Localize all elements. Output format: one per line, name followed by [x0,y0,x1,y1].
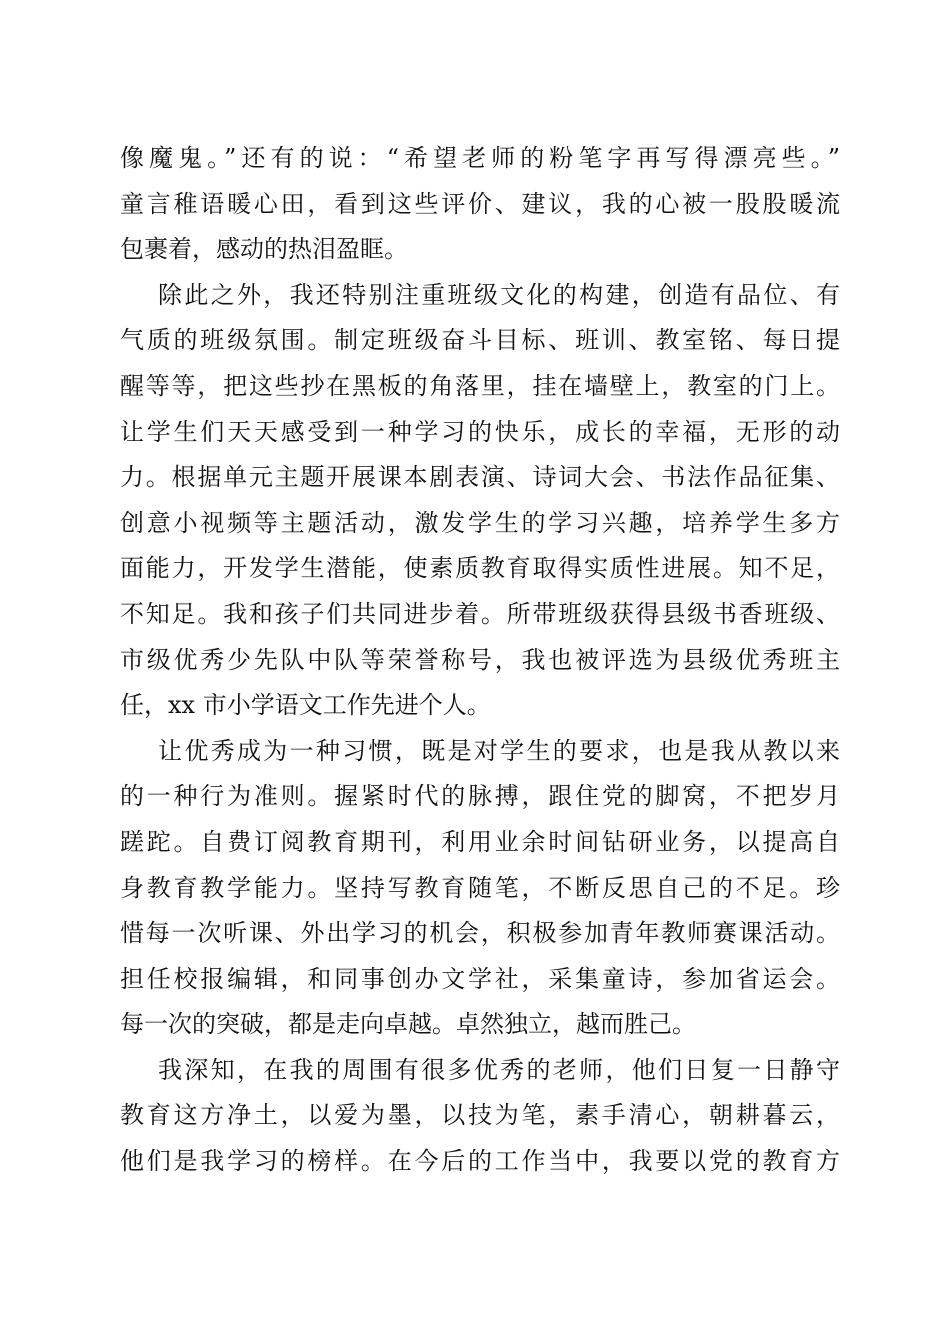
text-line: 醒等等，把这些抄在黑板的角落里，挂在墙壁上，教室的门上。 [120,371,840,400]
text-line: 除此之外，我还特别注重班级文化的构建，创造有品位、有 [158,280,840,309]
paragraph-4 [120,1048,840,1185]
text-line: 童言稚语暖心田，看到这些评价、建议，我的心被一股股暖流 [120,189,840,218]
text-line: 任，xx 市小学语文工作先进个人。 [120,691,491,720]
text-line: 蹉跎。自费订阅教育期刊，利用业余时间钻研业务，以提高自 [120,827,840,856]
text-line: 面能力，开发学生潜能，使素质教育取得实质性进展。知不足， [120,554,840,583]
text-line: 力。根据单元主题开展课本剧表演、诗词大会、书法作品征集、 [120,463,840,492]
paragraph-3 [120,729,840,1048]
text-line: 的一种行为准则。握紧时代的脉搏，跟住党的脚窝，不把岁月 [120,782,840,811]
text-line: 气质的班级氛围。制定班级奋斗目标、班训、教室铭、每日提 [120,326,840,355]
text-line: 包裹着，感动的热泪盈眶。 [120,235,408,264]
text-line: 像魔鬼。”还有的说：“希望老师的粉笔字再写得漂亮些。” [120,144,840,172]
text-line: 我深知，在我的周围有很多优秀的老师，他们日复一日静守 [158,1055,840,1084]
paragraph-1 [120,136,840,273]
text-line: 不知足。我和孩子们共同进步着。所带班级获得县级书香班级、 [120,599,840,628]
text-line: 让优秀成为一种习惯，既是对学生的要求，也是我从教以来 [158,736,840,765]
text-line: 担任校报编辑，和同事创办文学社，采集童诗，参加省运会。 [120,964,840,993]
text-line: 让学生们天天感受到一种学习的快乐，成长的幸福，无形的动 [120,417,840,446]
text-line: 惜每一次听课、外出学习的机会，积极参加青年教师赛课活动。 [120,919,840,948]
text-line: 每一次的突破，都是走向卓越。卓然独立，越而胜己。 [120,1010,696,1039]
body-text [120,136,840,1185]
paragraph-2 [120,273,840,729]
text-line: 教育这方净土，以爱为墨，以技为笔，素手清心，朝耕暮云， [120,1101,840,1130]
text-line: 市级优秀少先队中队等荣誉称号，我也被评选为县级优秀班主 [120,645,840,674]
text-line: 创意小视频等主题活动，激发学生的学习兴趣，培养学生多方 [120,508,840,537]
text-line: 他们是我学习的榜样。在今后的工作当中，我要以党的教育方 [120,1147,840,1176]
text-line: 身教育教学能力。坚持写教育随笔，不断反思自己的不足。珍 [120,873,840,902]
